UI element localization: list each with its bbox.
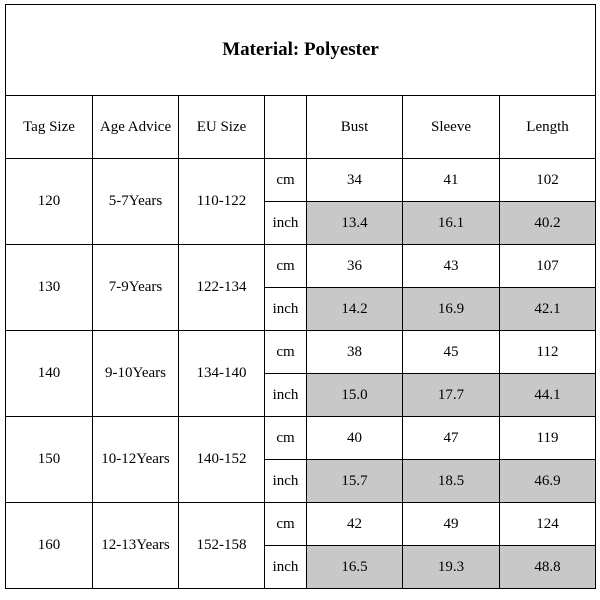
sleeve-cm-cell: 43 [403, 245, 500, 288]
unit-label-cm: cm [265, 417, 307, 460]
header-unit [265, 96, 307, 159]
eu-size-cell: 134-140 [179, 331, 265, 417]
length-cm-cell: 124 [500, 503, 596, 546]
sleeve-inch-cell: 17.7 [403, 374, 500, 417]
bust-inch-cell: 13.4 [307, 202, 403, 245]
eu-size-cell: 152-158 [179, 503, 265, 589]
sleeve-inch-cell: 19.3 [403, 546, 500, 589]
bust-inch-cell: 16.5 [307, 546, 403, 589]
bust-inch-cell: 15.7 [307, 460, 403, 503]
sleeve-cm-cell: 45 [403, 331, 500, 374]
unit-label-inch: inch [265, 202, 307, 245]
unit-label-inch: inch [265, 546, 307, 589]
header-tag-size: Tag Size [6, 96, 93, 159]
header-bust: Bust [307, 96, 403, 159]
length-inch-cell: 44.1 [500, 374, 596, 417]
header-age-advice: Age Advice [93, 96, 179, 159]
length-cm-cell: 112 [500, 331, 596, 374]
unit-label-cm: cm [265, 331, 307, 374]
unit-label-inch: inch [265, 288, 307, 331]
unit-label-cm: cm [265, 503, 307, 546]
length-inch-cell: 42.1 [500, 288, 596, 331]
eu-size-cell: 140-152 [179, 417, 265, 503]
unit-label-inch: inch [265, 460, 307, 503]
length-inch-cell: 40.2 [500, 202, 596, 245]
length-cm-cell: 102 [500, 159, 596, 202]
length-inch-cell: 48.8 [500, 546, 596, 589]
header-sleeve: Sleeve [403, 96, 500, 159]
header-length: Length [500, 96, 596, 159]
bust-cm-cell: 34 [307, 159, 403, 202]
age-advice-cell: 7-9Years [93, 245, 179, 331]
eu-size-cell: 122-134 [179, 245, 265, 331]
tag-size-cell: 160 [6, 503, 93, 589]
unit-label-cm: cm [265, 159, 307, 202]
sleeve-cm-cell: 47 [403, 417, 500, 460]
header-eu-size: EU Size [179, 96, 265, 159]
bust-inch-cell: 15.0 [307, 374, 403, 417]
header-row [6, 96, 596, 159]
sleeve-cm-cell: 49 [403, 503, 500, 546]
length-cm-cell: 107 [500, 245, 596, 288]
tag-size-cell: 130 [6, 245, 93, 331]
size-chart-table [5, 4, 596, 589]
title-row [6, 5, 596, 96]
size-row-cm [6, 159, 596, 202]
size-row-cm [6, 331, 596, 374]
material-title: Material: Polyester [6, 5, 596, 96]
tag-size-cell: 120 [6, 159, 93, 245]
age-advice-cell: 9-10Years [93, 331, 179, 417]
sleeve-inch-cell: 16.9 [403, 288, 500, 331]
tag-size-cell: 140 [6, 331, 93, 417]
length-inch-cell: 46.9 [500, 460, 596, 503]
age-advice-cell: 12-13Years [93, 503, 179, 589]
bust-inch-cell: 14.2 [307, 288, 403, 331]
age-advice-cell: 5-7Years [93, 159, 179, 245]
tag-size-cell: 150 [6, 417, 93, 503]
age-advice-cell: 10-12Years [93, 417, 179, 503]
size-row-cm [6, 417, 596, 460]
bust-cm-cell: 42 [307, 503, 403, 546]
length-cm-cell: 119 [500, 417, 596, 460]
bust-cm-cell: 36 [307, 245, 403, 288]
bust-cm-cell: 40 [307, 417, 403, 460]
size-row-cm [6, 503, 596, 546]
unit-label-inch: inch [265, 374, 307, 417]
bust-cm-cell: 38 [307, 331, 403, 374]
unit-label-cm: cm [265, 245, 307, 288]
eu-size-cell: 110-122 [179, 159, 265, 245]
sleeve-cm-cell: 41 [403, 159, 500, 202]
sleeve-inch-cell: 18.5 [403, 460, 500, 503]
size-row-cm [6, 245, 596, 288]
sleeve-inch-cell: 16.1 [403, 202, 500, 245]
